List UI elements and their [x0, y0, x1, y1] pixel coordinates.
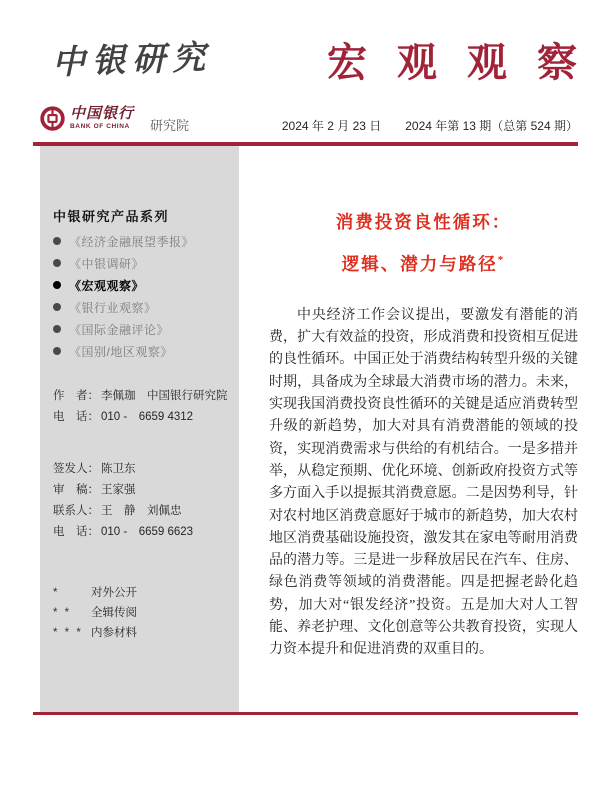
- boc-research-calligraphy-logo: 中银研究: [51, 37, 213, 82]
- bullet-icon: [53, 325, 61, 333]
- signoff-block: [53, 459, 233, 543]
- info-row: [53, 522, 233, 543]
- issue-number: 2024 年第 13 期（总第 524 期）: [405, 119, 578, 133]
- info-label: 签发人：: [53, 463, 99, 475]
- series-item-label: 《经济金融展望季报》: [69, 234, 195, 249]
- series-item: [53, 230, 194, 252]
- sidebar: [40, 146, 239, 712]
- series-list: [53, 230, 194, 362]
- distribution-legend: [53, 583, 137, 643]
- bullet-icon: [53, 303, 61, 311]
- legend-label: 全辑传阅: [91, 607, 137, 619]
- info-value: 王家强: [101, 484, 136, 496]
- boc-coin-emblem-icon: [40, 106, 65, 131]
- article-title: [269, 203, 578, 283]
- article-title-line1: 消费投资良性循环：: [335, 212, 512, 232]
- info-label: 审 稿：: [53, 484, 99, 496]
- abstract-text: 中央经济工作会议提出，要激发有潜能的消费，扩大有效益的投资，形成消费和投资相互促进的良性循环。中国正处于消费结构转型升级的关键时期，具备成为全球最大消费市场的潜力。未来，实现我国消费投资良性循环的关键是适应消费转型升级的新趋势，加大对具有消费潜能的领域的投资，实现消费需求与供给的有机结合。一是多措并举，从稳定预期、优化环境、创新政府投资方式等多方面入手以提振其消费意愿。二是因势利导，针对农村地区消费意愿好于城市的新趋势，加大农村地区消费基础设施投资，激发其在家电等耐用消费品的潜力等。三是进一步释放居民在汽车、住房、绿色消费等领域的消费潜能。四是把握老龄化趋势，加大对“银发经济”投资。五是加大对人工智能、养老护理、文化创意等公共教育投资，实现人力资本提升和促进消费的双重目的。: [269, 307, 578, 658]
- institute-label: 研究院: [150, 118, 190, 133]
- info-value: 李佩珈 中国银行研究院: [101, 390, 228, 402]
- bank-name: [70, 106, 134, 130]
- legend-label: 内参材料: [91, 627, 137, 639]
- main-content: [239, 146, 578, 712]
- bullet-icon: [53, 237, 61, 245]
- series-title: 中银研究产品系列: [53, 209, 170, 224]
- publication-masthead: 宏观观察: [327, 39, 607, 86]
- legend-label: 对外公开: [91, 587, 137, 599]
- series-item-label: 《中银调研》: [69, 256, 145, 271]
- bottom-rule: [33, 712, 578, 715]
- series-item-label: 《国别/地区观察》: [69, 344, 173, 359]
- series-item-label: 《宏观观察》: [69, 278, 145, 293]
- series-item: [53, 318, 194, 340]
- legend-row: [53, 623, 137, 643]
- info-row: [53, 407, 233, 428]
- legend-row: [53, 583, 137, 603]
- info-label: 电 话：: [53, 526, 99, 538]
- bank-of-china-logo: [40, 106, 189, 134]
- info-row: [53, 459, 233, 480]
- info-label: 作 者：: [53, 390, 99, 402]
- bank-name-chinese: 中国银行: [70, 104, 135, 122]
- series-item: [53, 252, 194, 274]
- series-item: [53, 274, 194, 296]
- publication-date: 2024 年 2 月 23 日: [281, 119, 382, 133]
- issue-info: [282, 117, 578, 134]
- legend-mark: * * *: [53, 627, 83, 639]
- series-item-label: 《银行业观察》: [69, 300, 157, 315]
- bullet-icon: [53, 259, 61, 267]
- bullet-icon: [53, 281, 61, 289]
- info-label: 电 话：: [53, 411, 99, 423]
- series-item-label: 《国际金融评论》: [69, 322, 170, 337]
- info-value: 010 - 6659 4312: [101, 411, 194, 423]
- series-item: [53, 340, 194, 362]
- info-row: [53, 480, 233, 501]
- info-label: 联系人：: [53, 505, 99, 517]
- article-title-line2: 逻辑、潜力与路径*: [341, 253, 506, 274]
- title-footnote-asterisk: *: [497, 254, 506, 266]
- author-block: [53, 386, 233, 428]
- legend-mark: *: [53, 587, 60, 599]
- info-row: [53, 386, 233, 407]
- bank-name-english: BANK OF CHINA: [70, 123, 130, 130]
- info-value: 陈卫东: [101, 463, 136, 475]
- info-value: 王 静 刘佩忠: [101, 505, 182, 517]
- info-row: [53, 501, 233, 522]
- series-item: [53, 296, 194, 318]
- legend-row: [53, 603, 137, 623]
- logo-issue-row: [40, 104, 578, 142]
- info-value: 010 - 6659 6623: [101, 526, 194, 538]
- bullet-icon: [53, 347, 61, 355]
- legend-mark: * *: [53, 607, 72, 619]
